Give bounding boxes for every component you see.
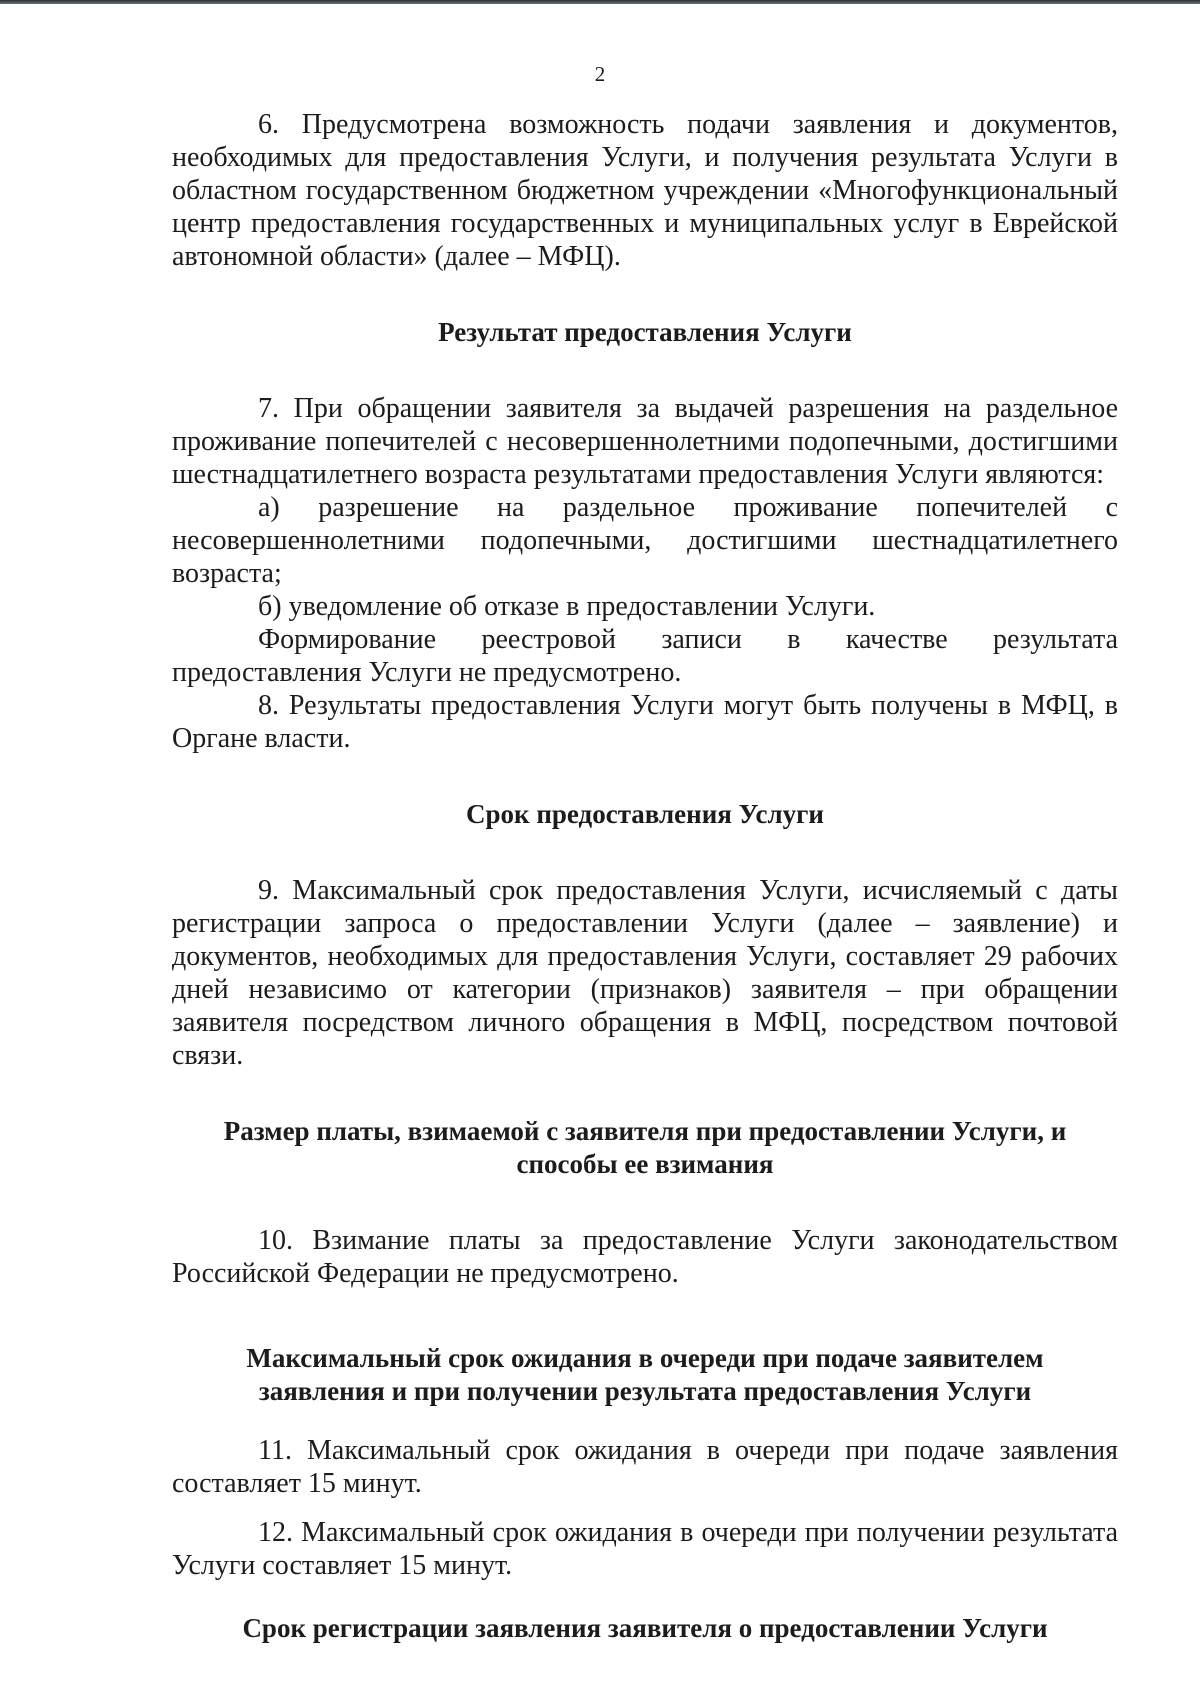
paragraph-9: 9. Максимальный срок предоставления Услуги, исчисляемый с даты регистрации запроса о предоставлении Услуги (далее – заявление) и документов, необходимых для предоставления Услуги, составляет 29 рабочих дней независимо от категории (признаков) заявителя – при обращении заявителя посредством личного обращения в МФЦ, посредством почтовой связи. (172, 875, 1118, 1071)
heading-fee-line-2: способы ее взимания (516, 1149, 774, 1179)
paragraph-7: 7. При обращении заявителя за выдачей разрешения на раздельное проживание попечителей с несовершеннолетними подопечными, достигшими шестнадцатилетнего возраста результатами предоставления Услуги являются: (172, 393, 1118, 490)
document-body (172, 108, 1118, 1645)
paragraph-7b: б) уведомление об отказе в предоставлении Услуги. (258, 591, 876, 622)
page-number: 2 (594, 62, 606, 86)
heading-term: Срок предоставления Услуги (466, 799, 824, 829)
heading-fee (172, 1115, 1118, 1181)
paragraph-6: 6. Предусмотрена возможность подачи заявления и документов, необходимых для предоставления Услуги, и получения результата Услуги в областном государственном бюджетном учреждении «Многофункциональный центр предоставления государственных и муниципальных услуг в Еврейской автономной области» (далее – МФЦ). (172, 109, 1118, 272)
heading-queue (172, 1342, 1118, 1408)
heading-fee-line-1: Размер платы, взимаемой с заявителя при предоставлении Услуги, и (223, 1116, 1067, 1146)
paragraph-8: 8. Результаты предоставления Услуги могут быть получены в МФЦ, в Органе власти. (172, 690, 1118, 754)
heading-queue-line-1: Максимальный срок ожидания в очереди при подаче заявителем (246, 1343, 1044, 1373)
heading-result: Результат предоставления Услуги (438, 317, 852, 347)
paragraph-11: 11. Максимальный срок ожидания в очереди при подаче заявления составляет 15 минут. (172, 1435, 1118, 1499)
paragraph-12: 12. Максимальный срок ожидания в очереди при получении результата Услуги составляет 15 минут. (172, 1517, 1118, 1581)
scan-top-edge (0, 0, 1200, 4)
heading-registration: Срок регистрации заявления заявителя о предоставлении Услуги (242, 1613, 1048, 1643)
paragraph-7c: Формирование реестровой записи в качестве результата предоставления Услуги не предусмотрено. (172, 624, 1118, 688)
paragraph-7a: а) разрешение на раздельное проживание попечителей с несовершеннолетними подопечными, достигшими шестнадцатилетнего возраста; (172, 492, 1118, 589)
heading-queue-line-2: заявления и при получении результата предоставления Услуги (258, 1376, 1032, 1406)
paragraph-10: 10. Взимание платы за предоставление Услуги законодательством Российской Федерации не предусмотрено. (172, 1225, 1118, 1289)
